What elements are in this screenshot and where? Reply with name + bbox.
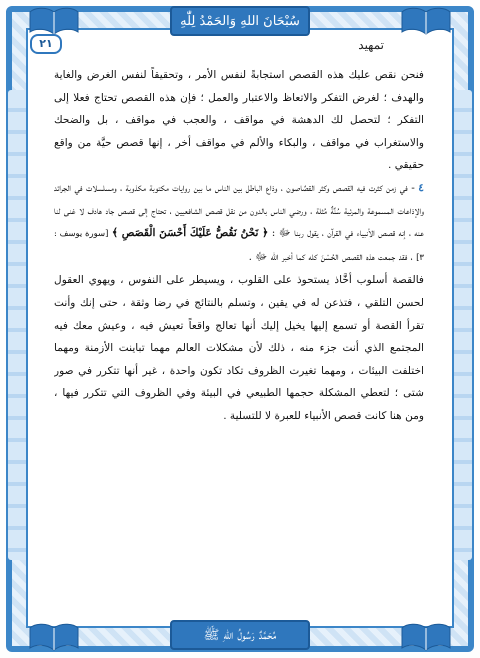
- open-book-icon: [400, 622, 452, 652]
- paragraph: [54, 177, 424, 269]
- paragraph-text: - في زمن كثرت فيه القصص وكثر القصَّاصون ، وذاع الباطل بين الناس ما بين روايات مكتوبة مكذوبة ، ومسلسلات في الجرائد والإذاعات المسموعة والمرئية سُنَّةٌ مُثلة ، ورضي الناس بالدون من نقل قصص الشافعيين ، تحتاج إلى قصص جاد هادف لا غنى لنا عنه ، إنه قصص الأنبياء في القرآن ، يقول ربنا ﷻ : ﴿ نَحْنُ نَقُصُّ عَلَيْكَ أَحْسَنَ الْقَصَصِ ﴾ [سورة يوسف : ٣] ، فقد جمعت هذه القصص الحُسْنَ كله كما أخبر الله ﷻ .: [54, 181, 424, 263]
- open-book-icon: [28, 622, 80, 652]
- quran-reference: [سورة يوسف : ٣]: [54, 229, 424, 263]
- section-title: تمهيد: [358, 38, 384, 52]
- paragraph-text-start: في زمن كثرت فيه القصص وكثر القصَّاصون ، وذاع الباطل بين الناس ما بين روايات مكتوبة مكذوبة ، ومسلسلات في الجرائد والإذاعات المسموعة والمرئية سُنَّةٌ مُثلة ، ورضي الناس بالدون من نقل قصص الشافعيين ، تحتاج إلى قصص جاد هادف لا غنى لنا عنه ، إنه قصص الأنبياء في القرآن ، يقول ربنا ﷻ :: [54, 181, 424, 240]
- paragraph: فنحن نقص عليك هذه القصص استجابةً لنفس الأمر ، وتحقيقاً لنفس الغرض والغاية والهدف ؛ لغرض التفكر والاتعاظ والاعتبار والعمل ؛ فإن هذه القصص تحتاج فعلا إلى التفكر ؛ لتحصل لك الدهشة في مواقف ، والعجب في مواقف ، بل والضحك والاستغراب في مواقف ، والبكاء والألم في مواقف أخر ، إنها قصص حيَّة من واقع حقيقي .: [54, 69, 424, 172]
- open-book-icon: [400, 6, 452, 36]
- quran-quote: ﴿ نَحْنُ نَقُصُّ عَلَيْكَ أَحْسَنَ الْقَصَصِ ﴾: [111, 227, 269, 240]
- paragraph-text-end: ، فقد جمعت هذه القصص الحُسْنَ كله كما أخبر الله ﷻ .: [248, 250, 413, 263]
- paragraph: فالقصة أسلوب أخَّاذ يستحوذ على القلوب ، ويسيطر على النفوس ، ويهوي العقول لحسن التلقي ، فتذعن له في يقين ، وتسلم بالنتائج في رضا وثقة ، حتى إنك وأنت تقرأ القصة أو تسمع إليها يخيل إليك أنها تعالج واقعاً تعيش فيه ، وعيش معك فيه المجتمع الذي أنت جزء منه ، ذلك لأن مشكلات العالم مهما تباينت الأزمنة ومهما اختلفت البيئات ، ومهما تغيرت الظروف تكاد تكون واحدة ، غير أنها تتكرر في صور شتى ؛ لتعطي المشكلة حجمها الطبيعي في البيئة وفي الظروف التي تتكرر فيها ، ومن هنا كانت قصص الأنبياء للعبرة لا للتسلية .: [54, 274, 424, 422]
- bottom-banner: مُحَمَّدٌ رَسُولُ اللهِ ﷺ: [170, 620, 310, 650]
- open-book-icon: [28, 6, 80, 36]
- top-banner: سُبْحَانَ اللهِ وَالحَمْدُ لِلّٰهِ: [170, 6, 310, 36]
- paragraph-number: ٤: [418, 181, 424, 194]
- page-number: ٢١: [30, 34, 62, 54]
- body-text: [54, 64, 424, 584]
